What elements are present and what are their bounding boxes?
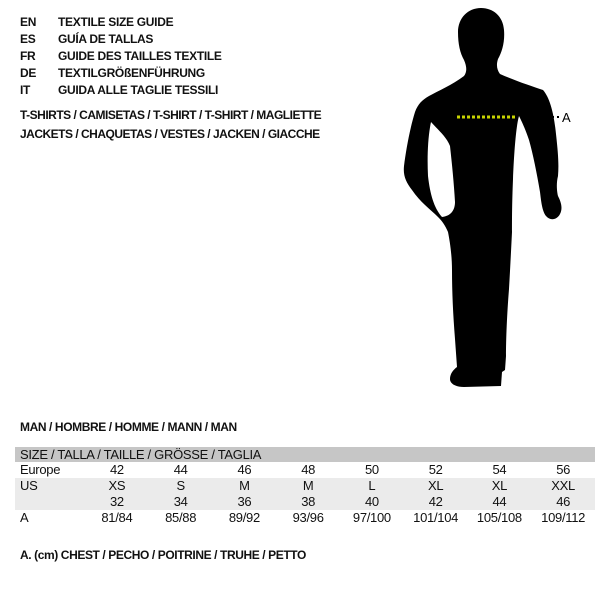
gender-heading: MAN / HOMBRE / HOMME / MANN / MAN xyxy=(20,420,237,434)
size-cell: 101/104 xyxy=(413,510,459,525)
size-cell: XL xyxy=(427,478,444,493)
man-silhouette-figure xyxy=(402,4,577,394)
language-code: IT xyxy=(20,83,31,97)
size-cell: 44 xyxy=(173,462,188,477)
size-cell: 56 xyxy=(556,462,571,477)
size-table xyxy=(15,447,595,526)
size-cell: 46 xyxy=(237,462,252,477)
size-cell: 89/92 xyxy=(228,510,260,525)
size-cell: 36 xyxy=(237,494,252,509)
row-label: A xyxy=(20,510,29,525)
size-cell: 109/112 xyxy=(541,510,586,525)
size-row-us-numeric xyxy=(15,494,595,510)
size-row-chest-cm xyxy=(15,510,595,526)
language-code: ES xyxy=(20,32,36,46)
language-title-list xyxy=(20,14,222,99)
size-cell: XS xyxy=(108,478,126,493)
language-code: DE xyxy=(20,66,37,80)
row-label: US xyxy=(20,478,38,493)
size-table-header: SIZE / TALLA / TAILLE / GRÖSSE / TAGLIA xyxy=(15,447,595,462)
language-code: EN xyxy=(20,15,37,29)
size-cell: M xyxy=(302,478,314,493)
size-cell: 52 xyxy=(428,462,443,477)
size-cell: 93/96 xyxy=(292,510,324,525)
size-cell: 50 xyxy=(364,462,379,477)
category-heading xyxy=(20,106,321,144)
size-cell: 42 xyxy=(428,494,443,509)
size-row-europe xyxy=(15,462,595,478)
language-row xyxy=(20,48,222,65)
row-label: Europe xyxy=(20,462,61,477)
size-cell: 85/88 xyxy=(165,510,197,525)
size-cell: 81/84 xyxy=(101,510,133,525)
category-line-tshirts: T-SHIRTS / CAMISETAS / T-SHIRT / T-SHIRT / MAGLIETTE xyxy=(20,108,322,122)
language-row xyxy=(20,65,222,82)
language-row xyxy=(20,82,222,99)
language-title: TEXTILE SIZE GUIDE xyxy=(58,15,174,29)
language-row xyxy=(20,14,222,31)
size-cell: 46 xyxy=(556,494,571,509)
size-row-us-letters xyxy=(15,478,595,494)
size-cell: 48 xyxy=(301,462,316,477)
measurement-label: A xyxy=(562,110,571,125)
language-title: GUIDE DES TAILLES TEXTILE xyxy=(58,49,222,63)
size-cell: 44 xyxy=(492,494,507,509)
size-cell: 54 xyxy=(492,462,507,477)
size-cell: 40 xyxy=(364,494,379,509)
size-cell: L xyxy=(368,478,376,493)
size-cell: 105/108 xyxy=(476,510,522,525)
size-cell: XL xyxy=(491,478,508,493)
man-silhouette xyxy=(404,8,562,387)
category-line-jackets: JACKETS / CHAQUETAS / VESTES / JACKEN / GIACCHE xyxy=(20,127,320,141)
size-cell: M xyxy=(239,478,250,493)
size-cell: XXL xyxy=(551,478,575,493)
size-cell: 97/100 xyxy=(352,510,391,525)
language-code: FR xyxy=(20,49,36,63)
measurement-footnote: A. (cm) CHEST / PECHO / POITRINE / TRUHE / PETTO xyxy=(20,548,306,562)
language-row xyxy=(20,31,222,48)
language-title: TEXTILGRÖßENFÜHRUNG xyxy=(58,66,205,80)
size-cell: 42 xyxy=(109,462,124,477)
language-title: GUIDA ALLE TAGLIE TESSILI xyxy=(58,83,219,97)
size-cell: 32 xyxy=(109,494,124,509)
language-title: GUÍA DE TALLAS xyxy=(58,32,154,46)
size-cell: S xyxy=(176,478,185,493)
size-cell: 34 xyxy=(173,494,188,509)
row-label xyxy=(15,494,85,510)
size-cell: 38 xyxy=(301,494,316,509)
